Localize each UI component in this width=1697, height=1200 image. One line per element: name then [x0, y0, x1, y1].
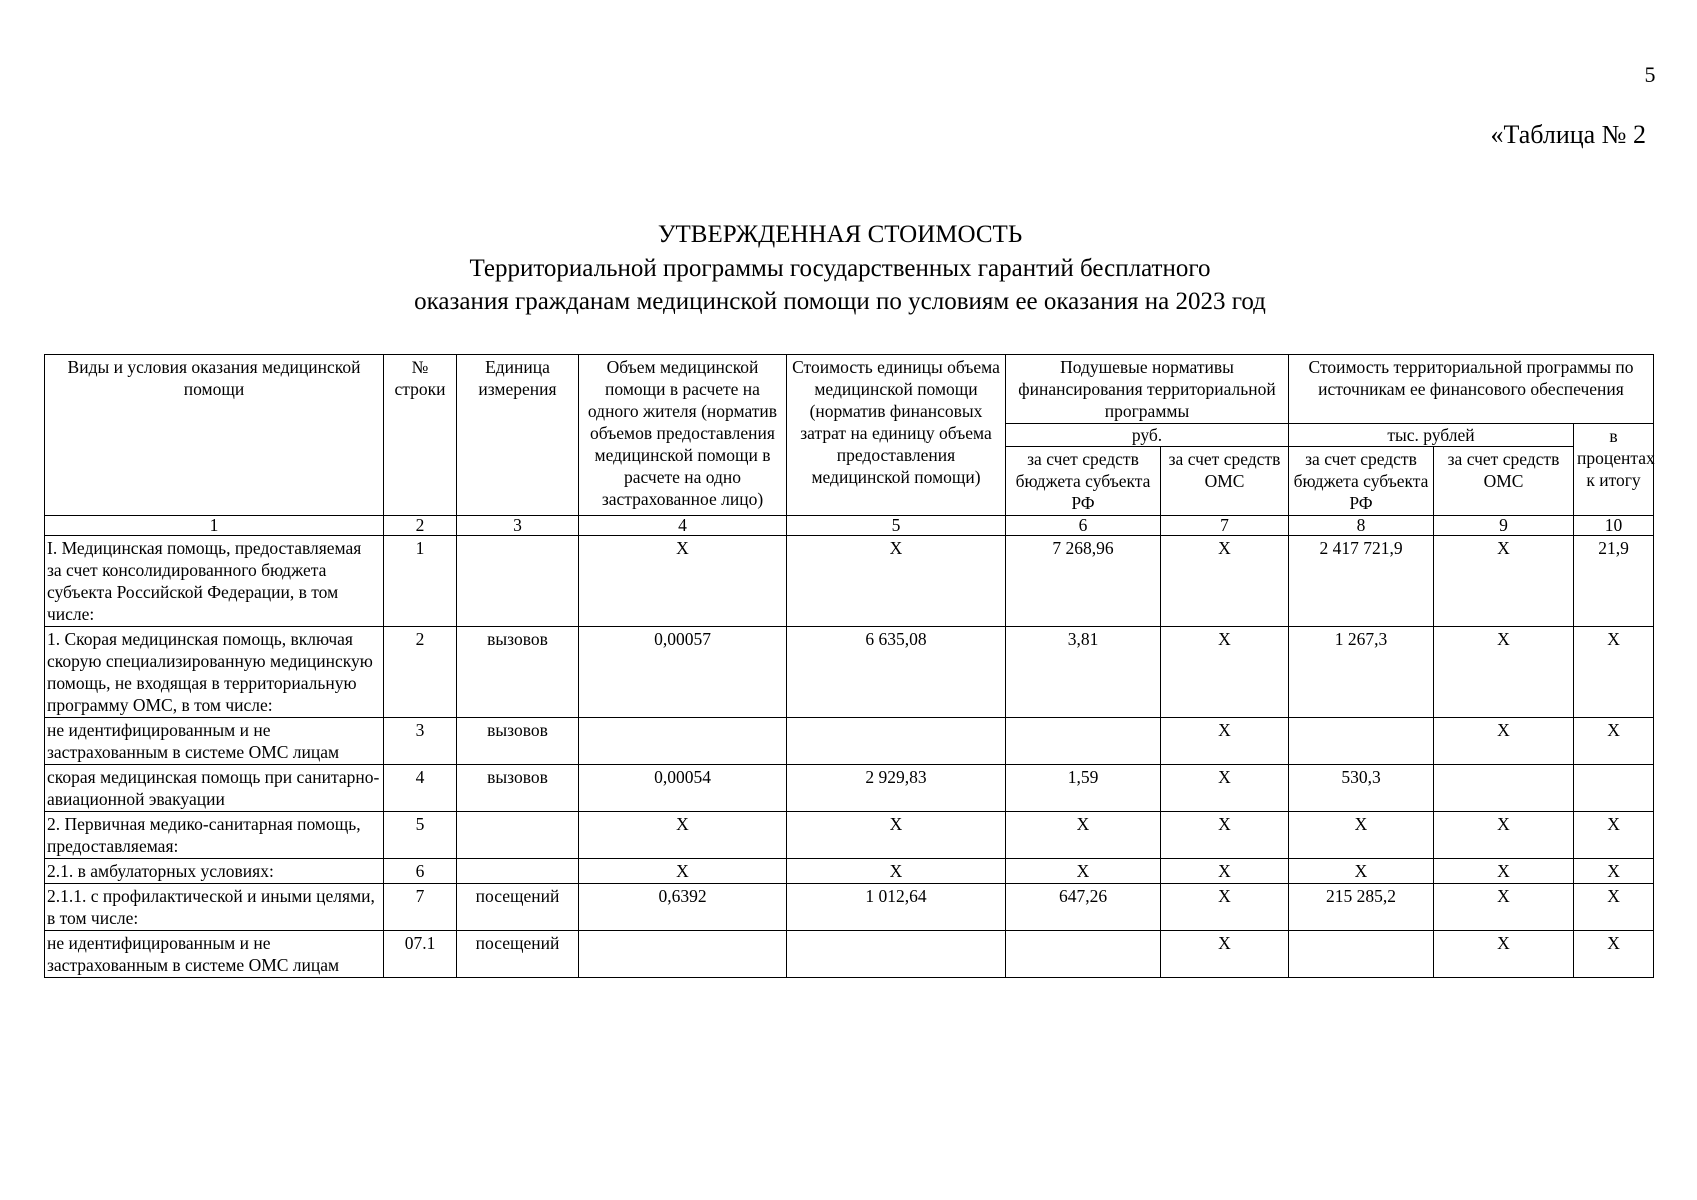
row-name: I. Медицинская помощь, предоставляемая за счет консолидированного бюджета субъекта Российской Федерации, в том числе: — [45, 536, 384, 627]
column-number: 9 — [1434, 516, 1574, 536]
row-percent: X — [1574, 627, 1654, 718]
row-volume: 0,00054 — [579, 765, 787, 812]
row-total-budget: X — [1289, 812, 1434, 859]
row-volume: X — [579, 812, 787, 859]
header-row-number: № строки — [384, 355, 457, 516]
row-unit-cost: 1 012,64 — [787, 884, 1006, 931]
row-pc-budget: 647,26 — [1006, 884, 1161, 931]
row-unit — [457, 859, 579, 884]
column-number: 8 — [1289, 516, 1434, 536]
row-percent — [1574, 765, 1654, 812]
row-name: 2. Первичная медико-санитарная помощь, предоставляемая: — [45, 812, 384, 859]
row-total-oms: X — [1434, 718, 1574, 765]
row-pc-budget — [1006, 718, 1161, 765]
column-number: 2 — [384, 516, 457, 536]
row-total-oms: X — [1434, 931, 1574, 978]
row-name: 1. Скорая медицинская помощь, включая скорую специализированную медицинскую помощь, не входящая в территориальную программу ОМС, в том числе: — [45, 627, 384, 718]
row-pc-oms: X — [1161, 859, 1289, 884]
row-unit: вызовов — [457, 765, 579, 812]
header-percent: в процентах к итогу — [1574, 424, 1654, 516]
row-total-oms: X — [1434, 859, 1574, 884]
row-unit-cost: X — [787, 859, 1006, 884]
row-name: скорая медицинская помощь при санитарно-авиационной эвакуации — [45, 765, 384, 812]
cost-table — [44, 354, 1654, 978]
header-unit-rub: руб. — [1006, 424, 1289, 447]
column-number: 6 — [1006, 516, 1161, 536]
row-unit: посещений — [457, 884, 579, 931]
row-percent: X — [1574, 931, 1654, 978]
row-percent: X — [1574, 859, 1654, 884]
row-number: 3 — [384, 718, 457, 765]
row-pc-oms: X — [1161, 884, 1289, 931]
row-volume: X — [579, 859, 787, 884]
table-row — [45, 627, 1654, 718]
row-pc-oms: X — [1161, 765, 1289, 812]
row-total-oms — [1434, 765, 1574, 812]
row-total-budget: 2 417 721,9 — [1289, 536, 1434, 627]
row-number: 2 — [384, 627, 457, 718]
row-pc-oms: X — [1161, 812, 1289, 859]
table-row — [45, 859, 1654, 884]
row-unit-cost: X — [787, 536, 1006, 627]
row-unit — [457, 536, 579, 627]
table-label: «Таблица № 2 — [1490, 120, 1646, 149]
table-row — [45, 536, 1654, 627]
row-total-budget: 1 267,3 — [1289, 627, 1434, 718]
header-unit-thousand: тыс. рублей — [1289, 424, 1574, 447]
row-percent: 21,9 — [1574, 536, 1654, 627]
row-pc-budget: X — [1006, 859, 1161, 884]
row-number: 4 — [384, 765, 457, 812]
row-number: 7 — [384, 884, 457, 931]
title-line-3: оказания гражданам медицинской помощи по условиям ее оказания на 2023 год — [414, 288, 1266, 315]
row-unit-cost: 6 635,08 — [787, 627, 1006, 718]
row-name: не идентифицированным и не застрахованным в системе ОМС лицам — [45, 931, 384, 978]
row-total-budget — [1289, 718, 1434, 765]
header-volume: Объем медицинской помощи в расчете на одного жителя (норматив объемов предоставления медицинской помощи в расчете на одно застрахованное лицо) — [579, 355, 787, 516]
row-unit-cost — [787, 718, 1006, 765]
row-percent: X — [1574, 812, 1654, 859]
row-total-oms: X — [1434, 536, 1574, 627]
header-unit: Единица измерения — [457, 355, 579, 516]
row-number: 1 — [384, 536, 457, 627]
row-name: 2.1. в амбулаторных условиях: — [45, 859, 384, 884]
row-total-budget: 215 285,2 — [1289, 884, 1434, 931]
table-row — [45, 812, 1654, 859]
header-pc-budget: за счет средств бюджета субъекта РФ — [1006, 447, 1161, 516]
column-numbers-row — [45, 516, 1654, 536]
header-total-cost: Стоимость территориальной программы по источникам ее финансового обеспечения — [1289, 355, 1654, 424]
row-volume: X — [579, 536, 787, 627]
title-main: УТВЕРЖДЕННАЯ СТОИМОСТЬ — [657, 221, 1023, 248]
document-title — [240, 218, 1440, 318]
row-total-oms: X — [1434, 812, 1574, 859]
row-name: 2.1.1. с профилактической и иными целями, в том числе: — [45, 884, 384, 931]
column-number: 3 — [457, 516, 579, 536]
row-pc-oms: X — [1161, 718, 1289, 765]
row-pc-budget: 1,59 — [1006, 765, 1161, 812]
row-total-budget: 530,3 — [1289, 765, 1434, 812]
header-per-capita: Подушевые нормативы финансирования территориальной программы — [1006, 355, 1289, 424]
header-total-budget: за счет средств бюджета субъекта РФ — [1289, 447, 1434, 516]
row-volume — [579, 718, 787, 765]
row-percent: X — [1574, 718, 1654, 765]
table-row — [45, 884, 1654, 931]
table-row — [45, 718, 1654, 765]
table-row — [45, 931, 1654, 978]
column-number: 7 — [1161, 516, 1289, 536]
row-percent: X — [1574, 884, 1654, 931]
page-number: 5 — [1644, 62, 1656, 87]
column-number: 5 — [787, 516, 1006, 536]
row-number: 6 — [384, 859, 457, 884]
header-type: Виды и условия оказания медицинской помощи — [45, 355, 384, 516]
row-number: 07.1 — [384, 931, 457, 978]
column-number: 4 — [579, 516, 787, 536]
row-total-budget — [1289, 931, 1434, 978]
row-pc-budget: 7 268,96 — [1006, 536, 1161, 627]
table-row — [45, 765, 1654, 812]
row-pc-oms: X — [1161, 931, 1289, 978]
row-total-oms: X — [1434, 884, 1574, 931]
row-total-oms: X — [1434, 627, 1574, 718]
row-unit: вызовов — [457, 627, 579, 718]
row-name: не идентифицированным и не застрахованным в системе ОМС лицам — [45, 718, 384, 765]
row-pc-budget: 3,81 — [1006, 627, 1161, 718]
row-unit: посещений — [457, 931, 579, 978]
row-number: 5 — [384, 812, 457, 859]
header-total-oms: за счет средств ОМС — [1434, 447, 1574, 516]
row-volume: 0,6392 — [579, 884, 787, 931]
row-pc-oms: X — [1161, 627, 1289, 718]
row-unit-cost: X — [787, 812, 1006, 859]
row-unit — [457, 812, 579, 859]
row-unit-cost — [787, 931, 1006, 978]
row-unit: вызовов — [457, 718, 579, 765]
header-unit-cost: Стоимость единицы объема медицинской помощи (норматив финансовых затрат на единицу объема предоставления медицинской помощи) — [787, 355, 1006, 516]
row-unit-cost: 2 929,83 — [787, 765, 1006, 812]
column-number: 10 — [1574, 516, 1654, 536]
title-line-2: Территориальной программы государственных гарантий бесплатного — [469, 255, 1211, 282]
column-number: 1 — [45, 516, 384, 536]
row-volume — [579, 931, 787, 978]
row-pc-oms: X — [1161, 536, 1289, 627]
row-volume: 0,00057 — [579, 627, 787, 718]
row-pc-budget — [1006, 931, 1161, 978]
row-pc-budget: X — [1006, 812, 1161, 859]
header-pc-oms: за счет средств ОМС — [1161, 447, 1289, 516]
row-total-budget: X — [1289, 859, 1434, 884]
